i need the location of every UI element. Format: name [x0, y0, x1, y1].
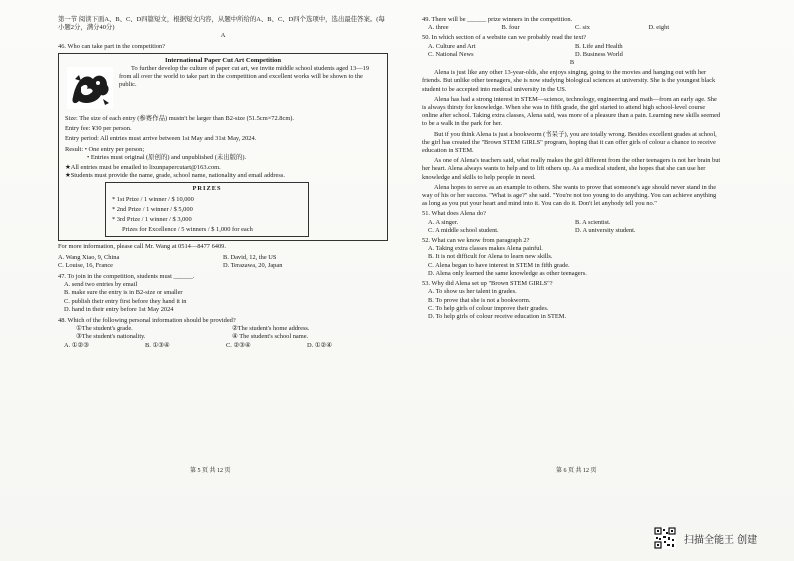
prizes-heading: PRIZES — [192, 185, 222, 193]
q49-option-a: A. three — [428, 24, 449, 32]
competition-poster — [58, 53, 388, 242]
passage-b-para-1: Alena is just like any other 13-year-olds, she enjoys singing, going to the movies and hanging out with her friends. But unlike other teenagers, she is now studying biological sciences at university. She is the youngest black student to be accepted into medical university in the US. — [422, 69, 716, 93]
poster-result-2: • Entries must original (原创的) and unpublished (未出版的). — [87, 153, 247, 161]
q53-option-c: C. To help girls of colour improve their grades. — [428, 304, 549, 312]
q48-options — [58, 342, 388, 350]
q47-option-d: D. hand in their entry before 1st May 2024 — [64, 305, 174, 313]
q47-option-a: A. send two entries by email — [64, 281, 138, 289]
section-intro: 第一节 阅读下面A、B、C、D四篇短文，根据短文内容，从题中所给的A、B、C、D四个选项中，选出最佳答案。(每小题2分，满分40分) — [58, 16, 385, 32]
q50-option-b: B. Life and Health — [575, 42, 623, 50]
q48-option-c: C. ②③④ — [226, 341, 251, 349]
poster-info-note: ★Students must provide the name, grade, school name, nationality and email address. — [65, 172, 285, 180]
q50-option-d: D. Business World — [575, 50, 623, 58]
q46-option-b: B. David, 12, the US — [223, 253, 277, 261]
q50-option-a: A. Culture and Art — [428, 42, 476, 50]
question-53: 53. Why did Alena set up "Brown STEM GIRLS"? — [422, 280, 553, 288]
q48-option-d: D. ①②④ — [307, 341, 332, 349]
question-49: 49. There will be ______ prize winners in the competition. — [422, 16, 573, 23]
left-page-footer: 第 5 页 共 12 页 — [190, 468, 231, 474]
q47-option-c: C. publish their entry first before they hand it in — [64, 297, 187, 305]
q53-option-b: B. To prove that she is not a bookworm. — [428, 296, 531, 304]
q48-items — [58, 325, 388, 341]
poster-fee: Entry fee: ¥30 per person. — [65, 125, 132, 133]
prize-2: * 2nd Prize / 1 winner / $ 5,000 — [112, 205, 193, 213]
q53-option-a: A. To show us her talent in grades. — [428, 288, 517, 296]
poster-result-label: Result: — [65, 145, 84, 153]
poster-email-note: ★All entries must be emailed to lixunpapercutart@163.com. — [65, 164, 221, 172]
q46-option-c: C. Louise, 16, France — [58, 261, 114, 269]
q50-options — [422, 43, 722, 59]
passage-b-para-2: Alena has had a strong interest in STEM—science, technology, engineering and math—from an early age. She is always thirsty for knowledge. When she was in fifth grade, the girl started to attend high school-level course online after school. Taking extra classes, Alena said, was more of a pleasure than a pain. Learning new skills seemed to be a walk in the park for her. — [422, 95, 721, 128]
q52-option-d: D. Alena only learned the same knowledge as other teenagers. — [428, 269, 587, 277]
q52-option-a: A. Taking extra classes makes Alena painful. — [428, 245, 543, 253]
prizes-box — [105, 182, 309, 237]
q48-item-3: ③The student's nationality. — [76, 333, 146, 341]
q51-option-d: D. A university student. — [575, 226, 636, 234]
q48-item-1: ①The student's grade. — [76, 325, 133, 333]
paper-cut-dragon-icon — [67, 67, 113, 109]
q48-item-2: ②The student's home address. — [232, 325, 310, 333]
passage-b-para-4: As one of Alena's teachers said, what really makes the girl different from the other teenagers is not her brain but her heart. Alena always wants to help and to lift others up. As a medical student, she hopes that she can use her knowledge and skills to help people in need. — [422, 157, 721, 181]
q46-option-d: D. Terazawa, 20, Japan — [223, 261, 283, 269]
q49-options — [422, 24, 722, 32]
passage-b-para-3: But if you think Alena is just a bookworm (书呆子), you are totally wrong. Besides excellent grades at school, the girl has created the "Brown STEM GIRLS" program, hoping that it can offer girls of colour a chance to receive education in STEM. — [422, 130, 717, 155]
poster-contact: For more information, please call Mr. Wang at 0514—8477 6409. — [58, 243, 226, 251]
q50-option-c: C. National News — [428, 50, 474, 58]
q51-option-a: A. A singer. — [428, 218, 459, 226]
passage-a-letter: A — [220, 32, 226, 40]
q48-option-a: A. ①②③ — [64, 341, 89, 349]
prize-excellence: Prizes for Excellence / 5 winners / $ 1,000 for each — [122, 226, 253, 234]
question-50: 50. In which section of a website can we probably read the text? — [422, 34, 587, 42]
poster-title: International Paper Cut Art Competition — [165, 56, 281, 64]
poster-size: Size: The size of each entry (参赛作品) mustn't be larger than B2-size (51.5cm×72.8cm). — [65, 115, 295, 123]
q49-option-c: C. six — [575, 24, 590, 32]
prize-1: * 1st Prize / 1 winner / $ 10,000 — [112, 195, 194, 203]
q47-option-b: B. make sure the entry is in B2-size or smaller — [64, 289, 183, 297]
prize-3: * 3rd Prize / 1 winner / $ 3,000 — [112, 216, 192, 224]
question-46: 46. Who can take part in the competition? — [58, 42, 166, 50]
right-page-footer: 第 6 页 共 12 页 — [556, 468, 597, 474]
q46-option-a: A. Wang Xiao, 9, China — [58, 253, 120, 261]
question-51: 51. What does Alena do? — [422, 210, 486, 218]
poster-result-1: • One entry per person; — [84, 145, 145, 153]
q48-option-b: B. ①③④ — [145, 341, 170, 349]
q51-options — [422, 219, 722, 235]
q46-options — [58, 254, 388, 270]
q49-option-b: B. four — [501, 24, 520, 32]
poster-intro: To further develop the culture of paper cut art, we invite middle school students aged 13—19 from all over the world to take part in the competition and excellent works will be shown to the public. — [119, 65, 370, 89]
q51-option-b: B. A scientist. — [575, 218, 611, 226]
qr-code-icon — [654, 527, 676, 549]
passage-b-para-5: Alena hopes to serve as an example to others. She wants to prove that someone's age should never stand in the way of his or her success. "What is age?" she said. "You're not too young to do anything. You can achieve anything as long as you put your heart and mind into it. You can do it. Don't let anybody tell you no." — [422, 183, 717, 208]
passage-b-letter: B — [569, 59, 575, 67]
scanner-brand-label: 扫描全能王 创建 — [684, 535, 758, 546]
question-52: 52. What can we know from paragraph 2? — [422, 237, 530, 245]
left-page — [58, 16, 388, 350]
question-48: 48. Which of the following personal information should be provided? — [58, 317, 236, 325]
right-page — [422, 16, 722, 321]
q52-option-b: B. It is not difficult for Alena to learn new skills. — [428, 253, 553, 261]
question-47: 47. To join in the competition, students must ______. — [58, 273, 195, 281]
q53-option-d: D. To help girls of colour receive education in STEM. — [428, 312, 567, 320]
q49-option-d: D. eight — [648, 24, 670, 32]
q51-option-c: C. A middle school student. — [428, 226, 499, 234]
q48-item-4: ④ The student's school name. — [232, 333, 309, 341]
q52-option-c: C. Alena began to have interest in STEM in fifth grade. — [428, 261, 570, 269]
poster-period: Entry period: All entries must arrive between 1st May and 31st May, 2024. — [65, 135, 257, 143]
